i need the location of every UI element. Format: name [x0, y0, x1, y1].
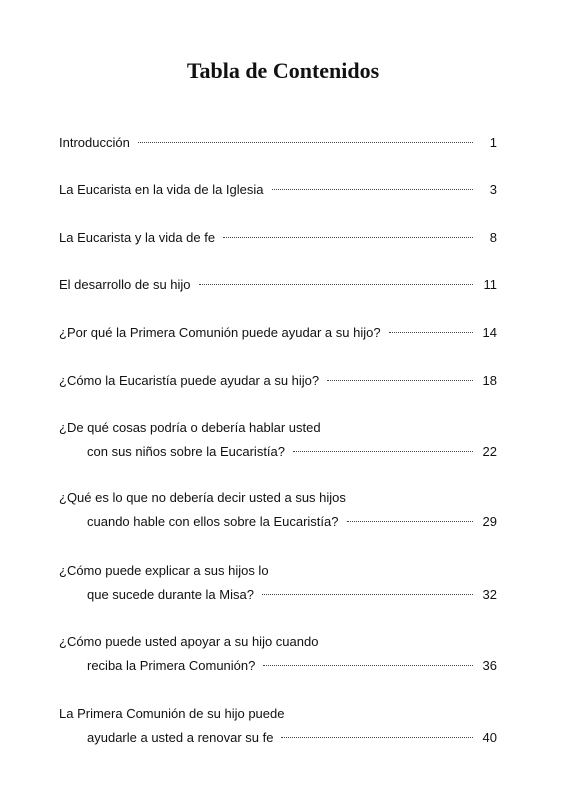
toc-entry-line — [59, 586, 497, 604]
toc-entry-title-continued: con sus niños sobre la Eucaristía? — [87, 444, 285, 459]
toc-entry-line — [59, 181, 497, 199]
toc-entry-line — [59, 513, 497, 531]
toc-page-number: 40 — [482, 730, 497, 745]
toc-entry-line — [59, 229, 497, 247]
toc-entry-title: ¿Cómo la Eucaristía puede ayudar a su hijo? — [59, 373, 320, 388]
toc-entry-line — [59, 705, 497, 723]
toc-entry — [59, 562, 497, 604]
toc-entry-line — [59, 729, 497, 747]
dot-leader — [263, 665, 473, 666]
toc-entry-title: La Primera Comunión de su hijo puede — [59, 706, 285, 721]
toc-entry-line — [59, 134, 497, 152]
toc-page-number: 29 — [482, 514, 497, 529]
toc-page-number: 8 — [489, 230, 497, 245]
dot-leader — [262, 594, 473, 595]
toc-page-number: 36 — [482, 658, 497, 673]
dot-leader — [389, 332, 473, 333]
toc-entry — [59, 419, 497, 461]
toc-entry-title: La Eucarista y la vida de fe — [59, 230, 216, 245]
toc-page-number: 11 — [483, 277, 497, 292]
toc-page-number: 22 — [482, 444, 497, 459]
toc-entry — [59, 229, 497, 247]
toc-entry — [59, 181, 497, 199]
toc-entry-line — [59, 633, 497, 651]
dot-leader — [293, 451, 473, 452]
dot-leader — [138, 142, 473, 143]
toc-entry-title: ¿De qué cosas podría o debería hablar usted — [59, 420, 321, 435]
toc-page-number: 18 — [482, 373, 497, 388]
toc-entry — [59, 324, 497, 342]
toc-entry-title: La Eucarista en la vida de la Iglesia — [59, 182, 264, 197]
dot-leader — [347, 521, 474, 522]
toc-entry — [59, 489, 497, 531]
toc-page-number: 32 — [482, 587, 497, 602]
page-title: Tabla de Contenidos — [186, 58, 380, 83]
toc-page-number: 1 — [489, 135, 497, 150]
toc-entry-title: ¿Qué es lo que no debería decir usted a sus hijos — [59, 490, 346, 505]
toc-entry-line — [59, 489, 497, 507]
toc-entry-title-continued: cuando hable con ellos sobre la Eucaristía? — [87, 514, 339, 529]
toc-entry — [59, 276, 497, 294]
toc-entry-line — [59, 324, 497, 342]
toc-entry — [59, 705, 497, 747]
toc-entry — [59, 134, 497, 152]
toc-entry-line — [59, 657, 497, 675]
toc-entry-title-continued: que sucede durante la Misa? — [87, 587, 254, 602]
dot-leader — [272, 189, 473, 190]
dot-leader — [327, 380, 473, 381]
toc-entry-line — [59, 562, 497, 580]
toc-page-number: 14 — [482, 325, 497, 340]
toc-entry — [59, 372, 497, 390]
toc-entry-title: El desarrollo de su hijo — [59, 277, 191, 292]
toc-entry — [59, 633, 497, 675]
dot-leader — [281, 737, 473, 738]
toc-entry-title: ¿Por qué la Primera Comunión puede ayudar a su hijo? — [59, 325, 381, 340]
toc-entry-line — [59, 276, 497, 294]
toc-entry-title-continued: ayudarle a usted a renovar su fe — [87, 730, 274, 745]
dot-leader — [199, 284, 473, 285]
dot-leader — [223, 237, 473, 238]
toc-entry-line — [59, 372, 497, 390]
toc-entry-title: ¿Cómo puede usted apoyar a su hijo cuando — [59, 634, 319, 649]
toc-entry-line — [59, 443, 497, 461]
toc-entry-line — [59, 419, 497, 437]
toc-entry-title: Introducción — [59, 135, 130, 150]
toc-entry-title-continued: reciba la Primera Comunión? — [87, 658, 256, 673]
toc-entry-title: ¿Cómo puede explicar a sus hijos lo — [59, 563, 269, 578]
toc-page-number: 3 — [489, 182, 497, 197]
